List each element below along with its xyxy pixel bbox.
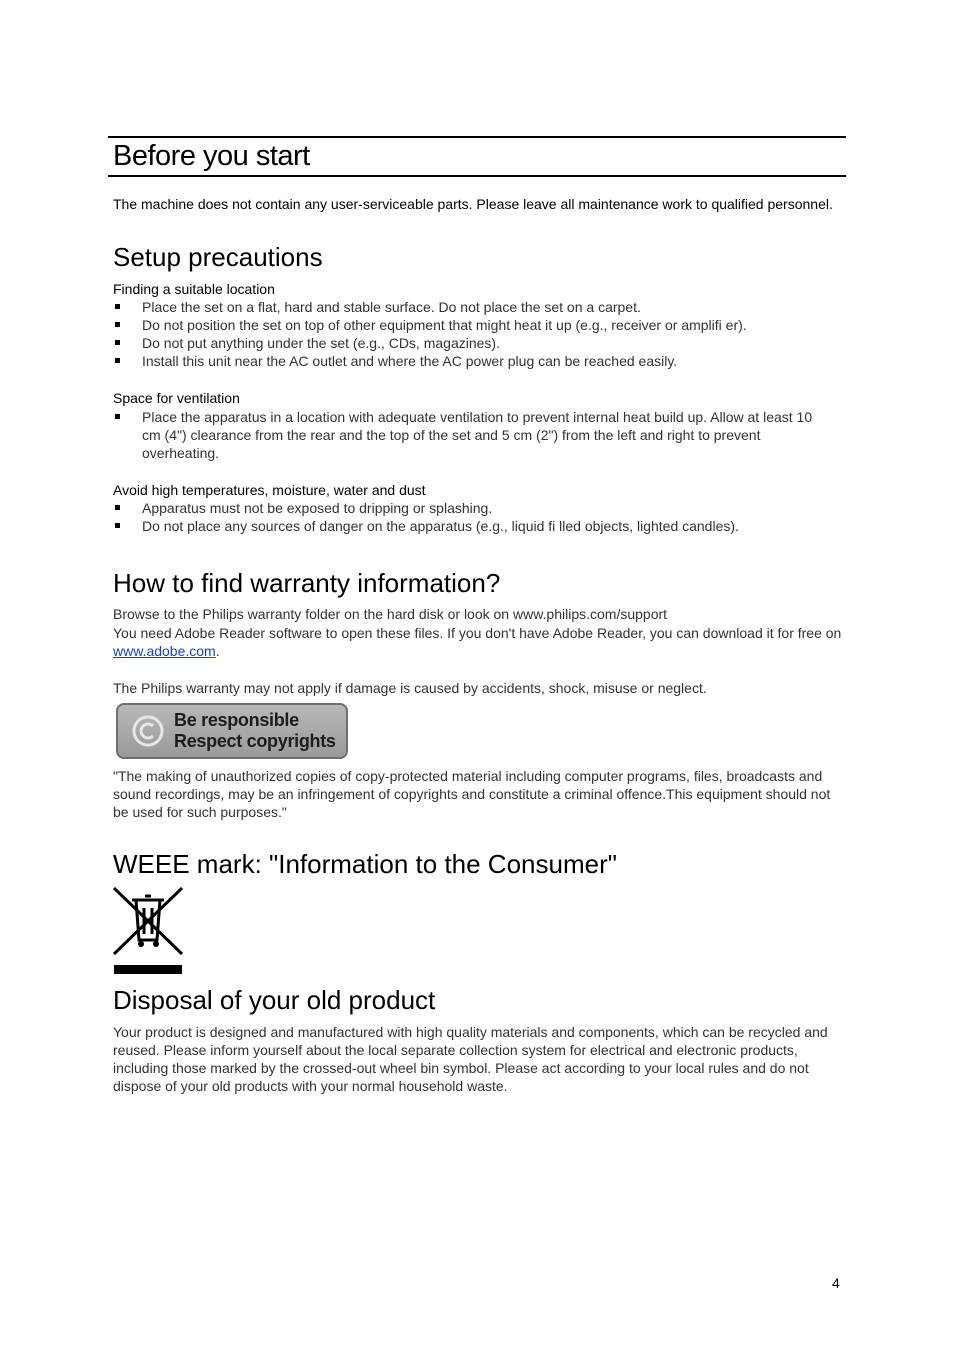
avoid-list xyxy=(113,499,838,535)
warranty-line-3: The Philips warranty may not apply if damage is caused by accidents, shock, misuse or neglect. xyxy=(113,680,707,696)
bullet-icon xyxy=(115,358,120,363)
location-subheading: Finding a suitable location xyxy=(113,281,275,297)
warranty-line-1: Browse to the Philips warranty folder on the hard disk or look on www.philips.com/support xyxy=(113,606,668,622)
page-title: Before you start xyxy=(113,140,310,172)
adobe-link[interactable]: www.adobe.com xyxy=(113,643,216,659)
copyright-quote: "The making of unauthorized copies of copy-protected material including computer programs, files, broadcasts and sound recordings, may be an infringement of copyrights and constitute a criminal offence.This equipment should not be used for such purposes." xyxy=(113,768,831,820)
list-item: Do not place any sources of danger on the apparatus (e.g., liquid fi lled objects, lighted candles). xyxy=(113,517,838,535)
title-bottom-rule xyxy=(108,175,846,177)
list-item: Install this unit near the AC outlet and where the AC power plug can be reached easily. xyxy=(113,352,838,370)
page-number: 4 xyxy=(832,1275,840,1291)
bullet-icon xyxy=(115,523,120,528)
copyright-badge xyxy=(116,703,348,759)
disposal-heading: Disposal of your old product xyxy=(113,985,436,1015)
badge-text: Be responsible Respect copyrights xyxy=(174,710,336,751)
copyright-circle-icon xyxy=(132,715,164,747)
bullet-icon xyxy=(115,304,120,309)
location-list xyxy=(113,298,838,370)
ventilation-list xyxy=(113,408,833,462)
ventilation-subheading: Space for ventilation xyxy=(113,390,240,406)
list-item: Place the set on a flat, hard and stable surface. Do not place the set on a carpet. xyxy=(113,298,838,316)
disposal-text: Your product is designed and manufactured with high quality materials and components, which can be recycled and reused. Please inform yourself about the local separate collection system for electrical and electronic products, including those marked by the crossed-out wheel bin symbol. Please act according to your local rules and do not dispose of your old products with your normal household waste. xyxy=(113,1024,828,1094)
warranty-heading: How to find warranty information? xyxy=(113,568,501,598)
list-item: Place the apparatus in a location with adequate ventilation to prevent internal heat build up. Allow at least 10 cm (4") clearance from the rear and the top of the set and 5 cm (2") from the left and right to prevent overheating. xyxy=(113,408,833,462)
intro-text: The machine does not contain any user-serviceable parts. Please leave all maintenance work to qualified personnel. xyxy=(113,196,833,212)
bullet-icon xyxy=(115,414,120,419)
crossed-out-wheel-bin-icon xyxy=(112,886,184,976)
bullet-icon xyxy=(115,340,120,345)
avoid-subheading: Avoid high temperatures, moisture, water and dust xyxy=(113,482,426,498)
bullet-icon xyxy=(115,322,120,327)
weee-heading: WEEE mark: "Information to the Consumer" xyxy=(113,849,617,879)
bullet-icon xyxy=(115,505,120,510)
list-item: Do not position the set on top of other equipment that might heat it up (e.g., receiver or amplifi er). xyxy=(113,316,838,334)
title-top-rule xyxy=(108,136,846,138)
setup-heading: Setup precautions xyxy=(113,242,323,272)
warranty-line-2: You need Adobe Reader software to open these files. If you don't have Adobe Reader, you can download it for free on www.adobe.com. xyxy=(113,625,842,659)
list-item: Do not put anything under the set (e.g., CDs, magazines). xyxy=(113,334,838,352)
list-item: Apparatus must not be exposed to dripping or splashing. xyxy=(113,499,838,517)
